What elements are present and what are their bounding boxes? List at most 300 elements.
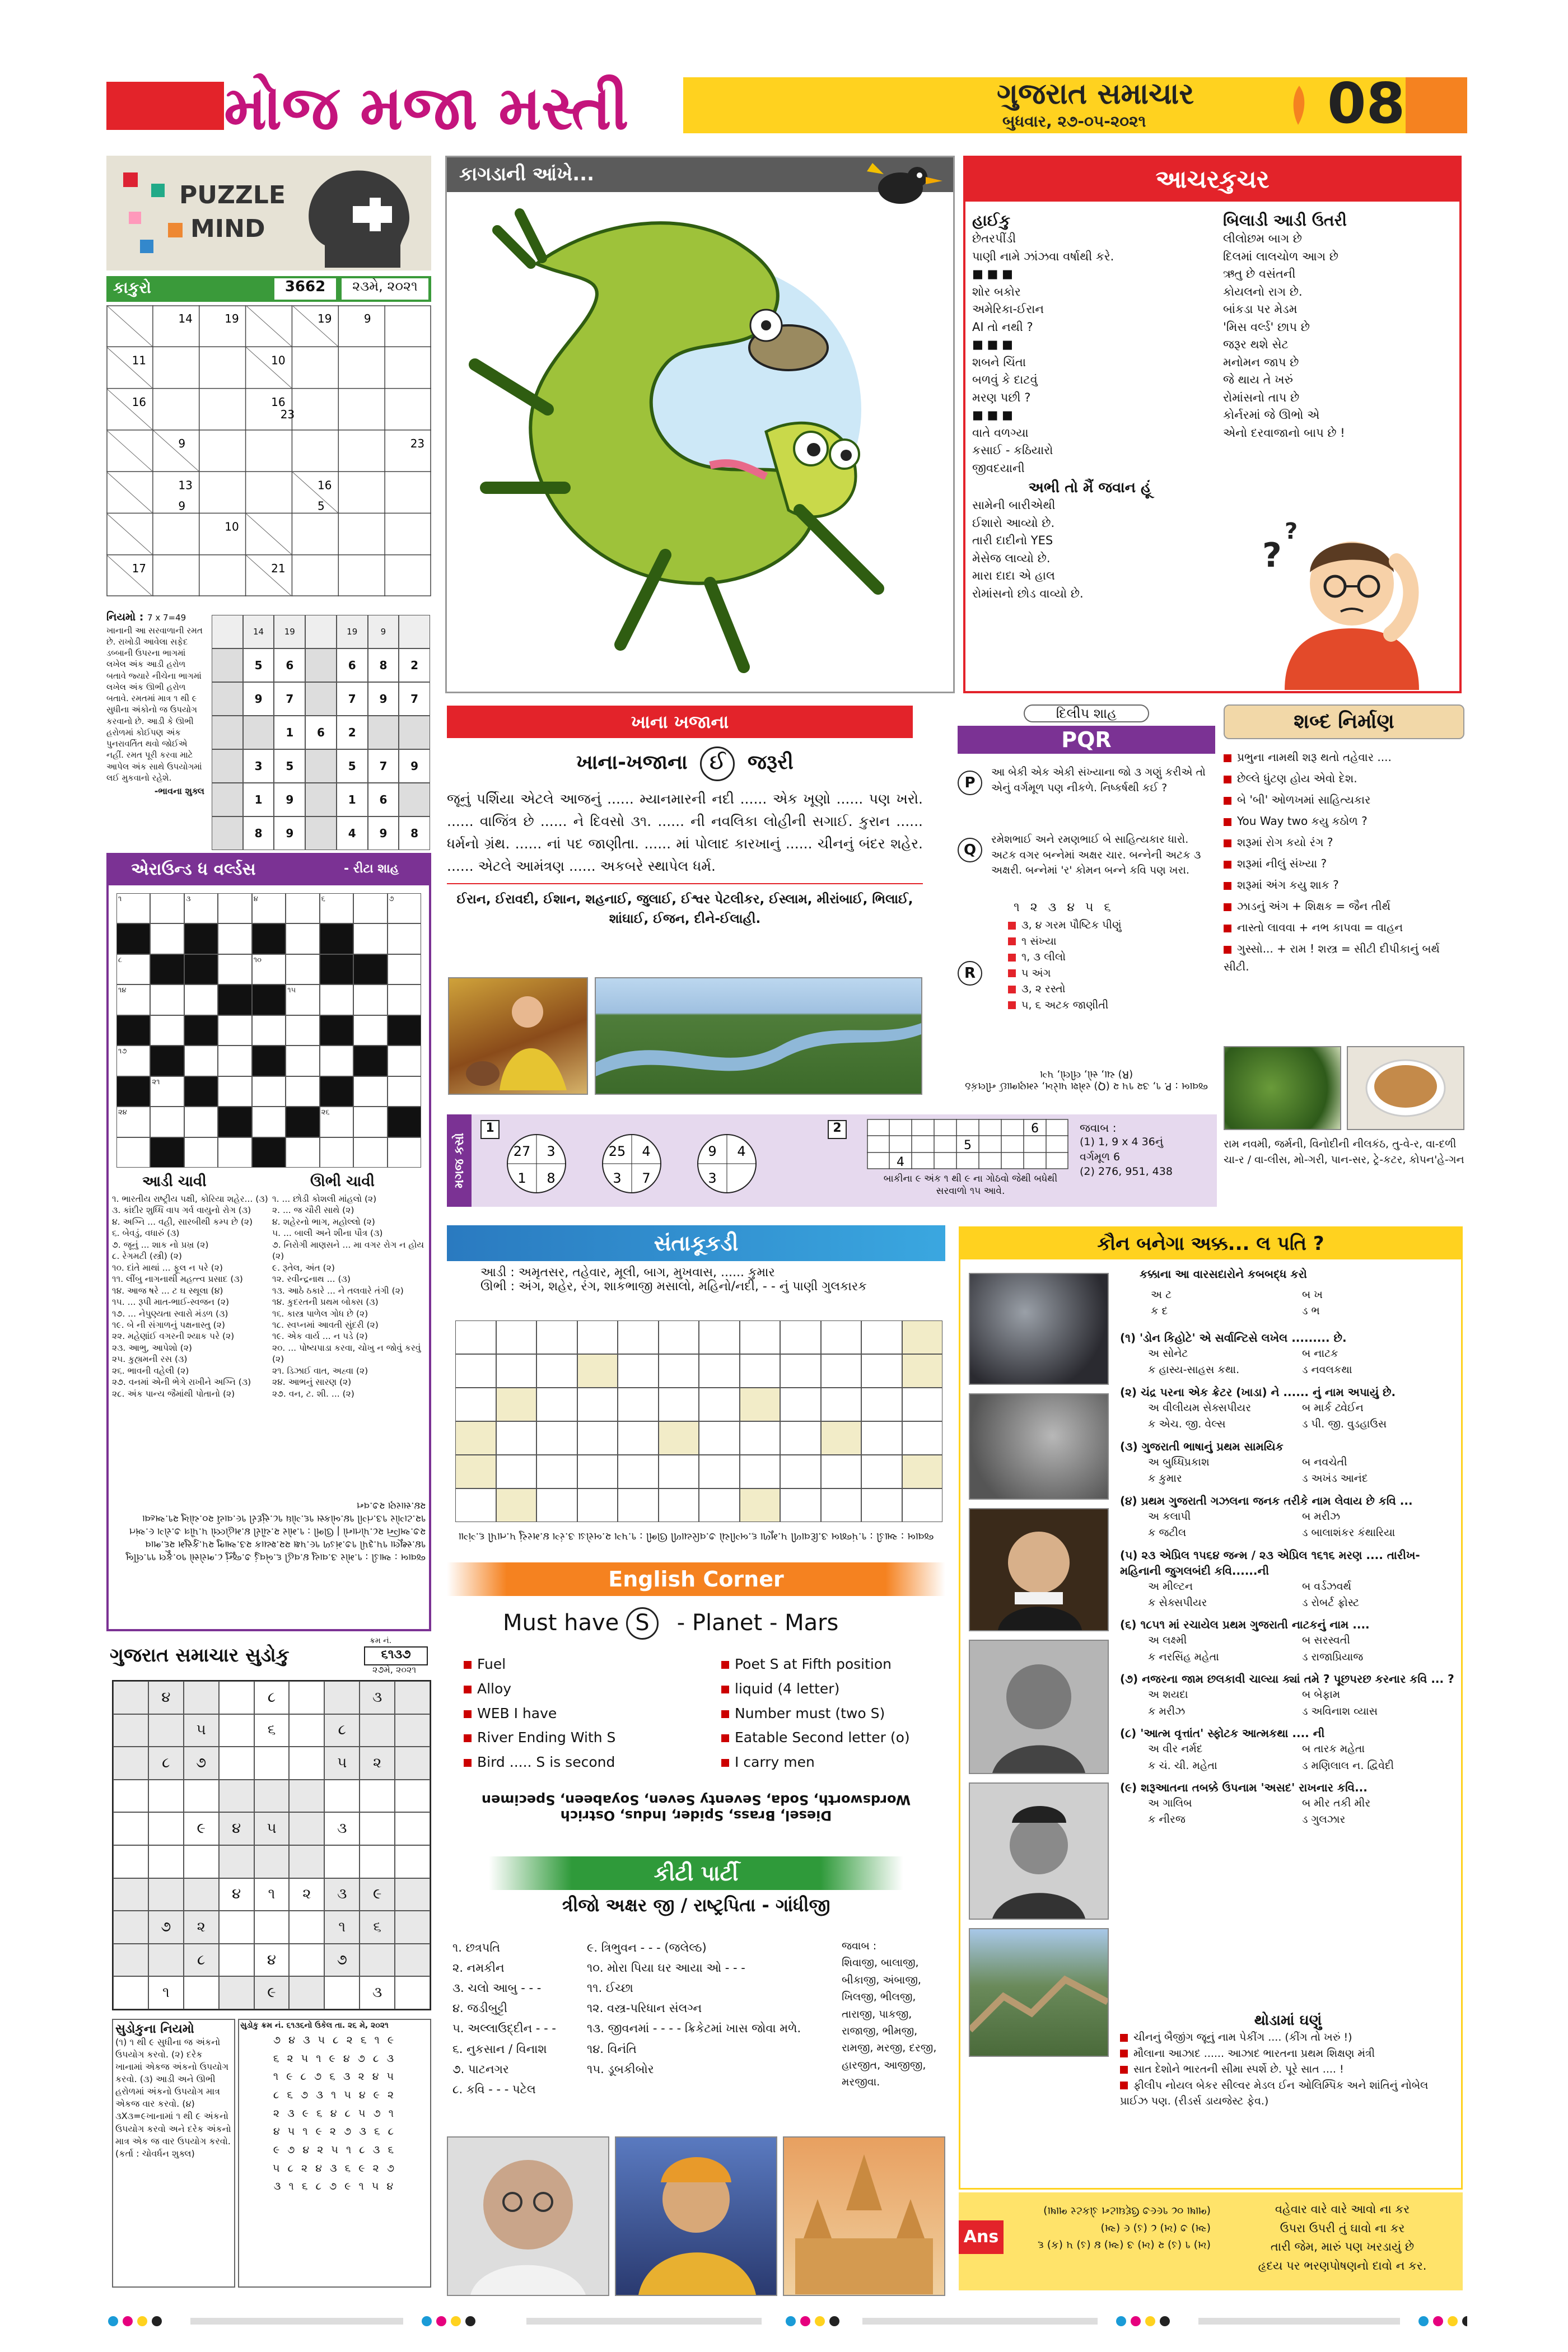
santakukdi-cell[interactable] — [740, 1320, 781, 1354]
acharkuchar-panel — [963, 156, 1462, 693]
santakukdi-cell[interactable] — [902, 1421, 943, 1455]
crossword-cell[interactable] — [184, 1137, 218, 1168]
kakuro-answer-cell: 2 — [337, 716, 368, 749]
khana-heading-letter: ઈ — [700, 746, 735, 781]
sudoku-cell[interactable]: ૧ — [324, 1911, 360, 1944]
sudoku-cell[interactable] — [219, 1976, 254, 2009]
santakukdi-cell[interactable] — [577, 1320, 618, 1354]
santakukdi-cell[interactable] — [780, 1388, 821, 1421]
santakukdi-cell[interactable] — [902, 1455, 943, 1488]
sudoku-cell[interactable] — [148, 1780, 184, 1813]
sudoku-cell[interactable] — [324, 1780, 360, 1813]
sudoku-cell[interactable]: ૮ — [148, 1747, 184, 1780]
sudoku-rules-text: (૧) ૧ થી ૯ સુધીના જ અંકનો ઉપયોગ કરવો. (૨) દરેક ખાનામાં એકજ અંકનો ઉપયોગ કરવો. (૩) આડી અને ઊભી હરોળમાં અંકનો ઉપયોગ માત્ર એકજ વાર કરવો. (૪) ૩X૩=૯ખાનામાં ૧ થી ૯ અંકનો ઉપયોગ કરવો અને દરેક અંકનો માત્ર એક જ વાર ઉપયોગ કરવો. (કર્તા : ચોવર્ધન શુક્લ) — [115, 2037, 231, 2159]
crossword-cell[interactable] — [353, 1107, 387, 1137]
crossword-cell[interactable] — [150, 1015, 184, 1046]
santakukdi-cell[interactable] — [861, 1320, 902, 1354]
kbc-intro-options — [1151, 1287, 1453, 1320]
santakukdi-cell[interactable] — [699, 1488, 740, 1522]
kakuro-answer-cell — [212, 648, 243, 682]
crossword-cell[interactable] — [184, 1046, 218, 1076]
crossword-cell[interactable] — [286, 893, 319, 923]
santakukdi-cell[interactable] — [577, 1421, 618, 1455]
santakukdi-cell[interactable] — [536, 1488, 577, 1522]
sudoku-cell[interactable]: ૫ — [184, 1714, 219, 1747]
sudoku-cell[interactable] — [113, 1976, 148, 2009]
crossword-cell[interactable]: ૨૬ — [320, 1107, 353, 1137]
sudoku-cell[interactable]: ૨ — [289, 1878, 324, 1911]
svg-text:?: ? — [1262, 536, 1282, 575]
sudoku-cell[interactable]: ૮ — [324, 1714, 360, 1747]
crossword-cell[interactable] — [353, 984, 387, 1015]
santakukdi-cell[interactable] — [618, 1388, 659, 1421]
santakukdi-cell[interactable] — [455, 1488, 496, 1522]
kbc-option-row — [1148, 1400, 1456, 1416]
santakukdi-cell[interactable] — [821, 1320, 862, 1354]
sudoku-answer-title: સુડોકુ ક્રમ નં. ૬૧૩૬નો ઉકેલ તા. ૨૬ મે, ૨૦૨૧ — [240, 2021, 389, 2030]
crossword-cell[interactable] — [353, 1137, 387, 1168]
sudoku-cell[interactable]: ૮ — [184, 1944, 219, 1977]
sudoku-cell[interactable] — [395, 1845, 430, 1878]
santakukdi-cell[interactable] — [740, 1354, 781, 1388]
sudoku-cell[interactable] — [324, 1681, 360, 1714]
sudoku-cell[interactable] — [184, 1780, 219, 1813]
sudoku-cell[interactable] — [324, 1976, 360, 2009]
sudoku-cell[interactable] — [113, 1878, 148, 1911]
crossword-cell[interactable] — [388, 984, 421, 1015]
crossword-cell[interactable] — [320, 984, 353, 1015]
kbc-option-row — [1148, 1579, 1456, 1595]
kbc-option: ક કુમાર — [1148, 1472, 1182, 1485]
crossword-cell[interactable] — [184, 1107, 218, 1137]
crossword-black-cell — [184, 954, 218, 984]
santakukdi-cell[interactable] — [861, 1421, 902, 1455]
santakukdi-cell[interactable] — [861, 1455, 902, 1488]
santakukdi-cell[interactable] — [659, 1388, 699, 1421]
sudoku-cell[interactable]: ૯ — [254, 1976, 290, 2009]
puzzle1-value: 8 — [547, 1170, 556, 1186]
crossword-cell[interactable]: ૩ — [184, 893, 218, 923]
santakukdi-cell[interactable] — [455, 1421, 496, 1455]
crossword-cell[interactable] — [353, 1015, 387, 1046]
r-clue — [1008, 997, 1210, 1014]
santakukdi-cell[interactable] — [455, 1320, 496, 1354]
crossword-cell[interactable] — [218, 954, 251, 984]
sudoku-header — [106, 1636, 431, 1676]
poem-line: કોર્નરમાં જે ઊભો એ — [1223, 408, 1320, 422]
crossword-cell[interactable]: ૧૭ — [116, 1046, 150, 1076]
sudoku-cell[interactable]: ૭ — [184, 1747, 219, 1780]
santakukdi-cell[interactable] — [659, 1421, 699, 1455]
sudoku-cell[interactable] — [289, 1681, 324, 1714]
sudoku-cell[interactable] — [148, 1944, 184, 1977]
crossword-cell[interactable] — [218, 893, 251, 923]
kbc-option-row — [1151, 1303, 1453, 1319]
puzzle1-value: 9 — [708, 1144, 717, 1159]
mind-puzzle-side-label — [447, 1114, 472, 1207]
santakukdi-cell[interactable] — [536, 1320, 577, 1354]
sudoku-cell[interactable]: ૪ — [219, 1878, 254, 1911]
santakukdi-cell[interactable] — [496, 1354, 537, 1388]
thoda-title: થોડામાં ઘણું — [1254, 2012, 1322, 2029]
sudoku-cell[interactable] — [184, 1878, 219, 1911]
santakukdi-cell[interactable] — [821, 1388, 862, 1421]
thoda-item-text: સાત દેશોને ભારતની સીમા સ્પર્શે છે. પૂરે સાત .... ! — [1133, 2063, 1344, 2075]
sudoku-cell[interactable] — [113, 1944, 148, 1977]
santakukdi-cell[interactable] — [780, 1320, 821, 1354]
crossword-cell[interactable]: ૧૫ — [286, 984, 319, 1015]
crossword-cell[interactable] — [252, 1076, 286, 1107]
kbc-option-row — [1148, 1812, 1456, 1828]
sudoku-cell[interactable] — [219, 1845, 254, 1878]
bullet-icon — [464, 1686, 472, 1693]
sudoku-cell[interactable]: ૨ — [360, 1747, 395, 1780]
santakukdi-cell[interactable] — [496, 1320, 537, 1354]
sudoku-cell[interactable] — [289, 1812, 324, 1845]
sudoku-cell[interactable]: ૭ — [324, 1944, 360, 1977]
sudoku-cell[interactable] — [254, 1911, 290, 1944]
bullet-icon — [1008, 969, 1016, 977]
sudoku-cell[interactable] — [360, 1780, 395, 1813]
kakuro-clue: 19 — [318, 312, 332, 326]
kbc-option: બ નવચેતી — [1302, 1455, 1347, 1468]
santakukdi-cell[interactable] — [618, 1488, 659, 1522]
crossword-cell[interactable] — [353, 923, 387, 954]
santakukdi-cell[interactable] — [821, 1354, 862, 1388]
crossword-cell[interactable] — [150, 893, 184, 923]
sudoku-cell[interactable] — [113, 1681, 148, 1714]
crossword-black-cell — [150, 1137, 184, 1168]
crossword-cell[interactable] — [353, 893, 387, 923]
sudoku-cell[interactable] — [219, 1681, 254, 1714]
crossword-cell[interactable] — [388, 1046, 421, 1076]
santakukdi-cell[interactable] — [536, 1421, 577, 1455]
sudoku-cell[interactable]: ૩ — [360, 1681, 395, 1714]
santakukdi-cell[interactable] — [699, 1320, 740, 1354]
sudoku-cell[interactable] — [113, 1780, 148, 1813]
sudoku-cell[interactable]: ૪ — [254, 1944, 290, 1977]
english-item-text: Alloy — [477, 1680, 512, 1697]
santakukdi-cell[interactable] — [780, 1455, 821, 1488]
sudoku-cell[interactable] — [395, 1714, 430, 1747]
crossword-black-cell — [252, 1137, 286, 1168]
santakukdi-panel — [447, 1225, 945, 1550]
sudoku-cell[interactable]: ૨ — [184, 1911, 219, 1944]
sudoku-cell[interactable] — [395, 1681, 430, 1714]
crossword-cell[interactable]: ૮ — [116, 954, 150, 984]
santakukdi-cell[interactable] — [536, 1388, 577, 1421]
santakukdi-cell[interactable] — [618, 1455, 659, 1488]
santakukdi-cell[interactable] — [455, 1354, 496, 1388]
crossword-cell[interactable]: ૨૧ — [150, 1076, 184, 1107]
crossword-cell[interactable] — [388, 923, 421, 954]
sudoku-cell[interactable]: ૬ — [254, 1714, 290, 1747]
english-item — [464, 1652, 704, 1677]
santakukdi-cell[interactable] — [740, 1455, 781, 1488]
sudoku-cell[interactable] — [254, 1845, 290, 1878]
santakukdi-cell[interactable] — [861, 1354, 902, 1388]
kbc-option-row — [1148, 1416, 1456, 1432]
santakukdi-cell[interactable] — [780, 1421, 821, 1455]
santakukdi-cell[interactable] — [861, 1488, 902, 1522]
sudoku-cell[interactable] — [148, 1878, 184, 1911]
santakukdi-cell[interactable] — [659, 1320, 699, 1354]
english-item-text: Number must (two S) — [735, 1705, 885, 1721]
sudoku-cell[interactable] — [360, 1845, 395, 1878]
crossword-cell[interactable]: ૧ — [116, 893, 150, 923]
crossword-cell[interactable] — [388, 1137, 421, 1168]
sudoku-cell[interactable] — [289, 1845, 324, 1878]
registration-dot — [1433, 2316, 1443, 2326]
santakukdi-cell[interactable] — [699, 1455, 740, 1488]
sudoku-cell[interactable] — [324, 1845, 360, 1878]
bullet-icon — [1008, 937, 1016, 945]
sudoku-cell[interactable] — [113, 1714, 148, 1747]
santakukdi-cell[interactable] — [618, 1320, 659, 1354]
sudoku-cell[interactable] — [254, 1780, 290, 1813]
sudoku-cell[interactable] — [395, 1747, 430, 1780]
sudoku-cell[interactable] — [219, 1747, 254, 1780]
sudoku-cell[interactable] — [148, 1845, 184, 1878]
poem-line: ■ ■ ■ — [972, 267, 1013, 281]
sudoku-cell[interactable] — [148, 1714, 184, 1747]
crossword-grid[interactable] — [116, 893, 421, 1168]
santakukdi-cell[interactable] — [496, 1488, 537, 1522]
sudoku-cell[interactable] — [395, 1911, 430, 1944]
crossword-cell[interactable]: ૪ — [252, 893, 286, 923]
kbc-question-block — [1120, 1384, 1456, 1433]
santakukdi-cell[interactable] — [780, 1354, 821, 1388]
sudoku-cell[interactable]: ૩ — [324, 1878, 360, 1911]
santakukdi-grid[interactable] — [455, 1320, 942, 1522]
kakuro-answer-cell — [212, 816, 243, 850]
crossword-cell[interactable] — [286, 1076, 319, 1107]
santakukdi-cell[interactable] — [902, 1388, 943, 1421]
santakukdi-cell[interactable] — [902, 1320, 943, 1354]
sudoku-cell[interactable]: ૯ — [184, 1812, 219, 1845]
shabd-item-text: ઝાડનું અંગ + શિક્ષક = જૈન તીર્થ — [1237, 899, 1390, 913]
crossword-cell[interactable] — [320, 1137, 353, 1168]
puzzle1-circles — [497, 1131, 856, 1198]
kakuro-answer-cell: 5 — [243, 648, 274, 682]
crossword-cell[interactable] — [218, 1076, 251, 1107]
crossword-cell[interactable] — [286, 954, 319, 984]
crossword-cell[interactable] — [150, 1107, 184, 1137]
pqr-panel — [958, 704, 1215, 1108]
santakukdi-cell[interactable] — [902, 1354, 943, 1388]
santakukdi-cell[interactable] — [740, 1488, 781, 1522]
crossword-black-cell — [388, 1015, 421, 1046]
across-clue: ૧૦. દાંતે માથાં ... ફૂલ ન પરે (૨) — [112, 1262, 223, 1273]
kbc-option: અ કલાપી — [1148, 1510, 1191, 1523]
crossword-cell[interactable] — [320, 1046, 353, 1076]
crossword-cell[interactable]: ૧૦ — [252, 954, 286, 984]
santakukdi-cell[interactable] — [821, 1421, 862, 1455]
santakukdi-cell[interactable] — [699, 1421, 740, 1455]
across-clue: ૧૯. બે ની સંગાળનું પક્ષનાસ્તુ (૨) — [112, 1319, 225, 1330]
poem-line: તારી દાદીનો YES — [972, 534, 1053, 547]
sudoku-cell[interactable] — [395, 1976, 430, 2009]
santakukdi-cell[interactable] — [496, 1388, 537, 1421]
crossword-cell[interactable] — [150, 923, 184, 954]
sudoku-cell[interactable] — [184, 1845, 219, 1878]
crossword-cell[interactable] — [286, 923, 319, 954]
sudoku-cell[interactable] — [395, 1944, 430, 1977]
sudoku-cell[interactable]: ૭ — [148, 1911, 184, 1944]
crossword-cell[interactable] — [388, 954, 421, 984]
kbc-option-row — [1148, 1687, 1456, 1703]
crossword-cell[interactable] — [218, 1137, 251, 1168]
sudoku-grid[interactable] — [112, 1680, 431, 2010]
santakukdi-cell[interactable] — [659, 1455, 699, 1488]
sudoku-cell[interactable] — [254, 1747, 290, 1780]
santakukdi-cell[interactable] — [577, 1388, 618, 1421]
thoda-item — [1120, 2046, 1456, 2062]
sudoku-cell[interactable] — [395, 1878, 430, 1911]
santakukdi-cell[interactable] — [618, 1421, 659, 1455]
kakuro-clue: 16 — [132, 395, 147, 409]
santakukdi-cell[interactable] — [780, 1488, 821, 1522]
sudoku-cell[interactable] — [289, 1780, 324, 1813]
shabd-item — [1224, 812, 1464, 830]
crossword-cell[interactable] — [286, 1015, 319, 1046]
santakukdi-cell[interactable] — [699, 1388, 740, 1421]
puzzle1-value: 3 — [708, 1170, 717, 1186]
santakukdi-cell[interactable] — [821, 1455, 862, 1488]
crossword-cell[interactable] — [184, 984, 218, 1015]
sudoku-cell[interactable] — [289, 1747, 324, 1780]
kakuro-answer-cell — [305, 783, 337, 816]
sudoku-title: ગુજરાત સમાચાર સુડોકુ — [110, 1644, 290, 1667]
santakukdi-cell[interactable] — [659, 1354, 699, 1388]
sudoku-cell[interactable] — [184, 1681, 219, 1714]
sudoku-cell[interactable] — [219, 1911, 254, 1944]
santakukdi-cell[interactable] — [902, 1488, 943, 1522]
kbc-option-row — [1148, 1509, 1456, 1525]
crossword-cell[interactable]: ૬ — [320, 893, 353, 923]
shakespeare-portrait-image — [969, 1508, 1109, 1631]
kbc-answer-line: (ખ) ૧ (ડ) ૨ (ખ) ૩ (અ) ૪ (ડ) ૫ (ક) ૬ — [1038, 2239, 1211, 2252]
crossword-cell[interactable] — [218, 1046, 251, 1076]
santakukdi-cell[interactable] — [740, 1388, 781, 1421]
puzzle1-value: 7 — [642, 1170, 651, 1186]
crossword-cell[interactable] — [388, 1076, 421, 1107]
crossword-cell[interactable] — [353, 1076, 387, 1107]
santakukdi-cell[interactable] — [496, 1455, 537, 1488]
santakukdi-cell[interactable] — [455, 1388, 496, 1421]
kakuro-answer-cell: 14 — [243, 615, 274, 648]
crossword-cell[interactable] — [252, 1015, 286, 1046]
kbc-options — [1120, 1795, 1456, 1828]
santakukdi-cell[interactable] — [659, 1488, 699, 1522]
crossword-cell[interactable]: ૧૪ — [116, 984, 150, 1015]
crossword-cell[interactable]: ૭ — [388, 893, 421, 923]
sudoku-cell[interactable] — [219, 1714, 254, 1747]
sudoku-cell[interactable]: ૩ — [360, 1976, 395, 2009]
sudoku-cell[interactable] — [219, 1780, 254, 1813]
sudoku-cell[interactable]: ૪ — [148, 1681, 184, 1714]
crossword-cell[interactable] — [218, 1015, 251, 1046]
kakuro-answer-cell: 1 — [274, 716, 305, 749]
sudoku-cell[interactable] — [148, 1812, 184, 1845]
sudoku-cell[interactable]: ૮ — [254, 1681, 290, 1714]
santakukdi-cell[interactable] — [577, 1455, 618, 1488]
sudoku-cell[interactable] — [113, 1911, 148, 1944]
r-clue-text: ૧ સંખ્યા — [1021, 935, 1057, 948]
crossword-cell[interactable] — [150, 984, 184, 1015]
santakukdi-cell[interactable] — [455, 1455, 496, 1488]
crossword-cell[interactable]: ૨૪ — [116, 1107, 150, 1137]
crossword-cell[interactable] — [116, 1137, 150, 1168]
santakukdi-cell[interactable] — [577, 1354, 618, 1388]
crossword-cell[interactable] — [286, 1046, 319, 1076]
santakukdi-cell[interactable] — [536, 1354, 577, 1388]
sudoku-cell[interactable] — [289, 1976, 324, 2009]
sudoku-cell[interactable]: ૫ — [254, 1812, 290, 1845]
sudoku-cell[interactable] — [113, 1812, 148, 1845]
sudoku-cell[interactable] — [289, 1911, 324, 1944]
sudoku-cell[interactable] — [360, 1714, 395, 1747]
santakukdi-cell[interactable] — [536, 1455, 577, 1488]
santakukdi-cell[interactable] — [861, 1388, 902, 1421]
crossword-cell[interactable] — [286, 1137, 319, 1168]
sudoku-cell[interactable] — [184, 1976, 219, 2009]
sudoku-cell[interactable] — [395, 1812, 430, 1845]
bullet-icon — [1224, 776, 1231, 783]
kbc-answer-lines — [1009, 2202, 1211, 2253]
tea-cup-image — [1347, 1046, 1464, 1130]
sudoku-cell[interactable] — [395, 1780, 430, 1813]
puzzle1-value: 4 — [737, 1144, 746, 1159]
kakuro-clue: 13 — [178, 478, 193, 492]
thoda-block — [1120, 2012, 1456, 2110]
shabd-item-text: શરૂમાં નીલું સંખ્યા ? — [1237, 857, 1327, 870]
santakukdi-cell[interactable] — [496, 1421, 537, 1455]
sudoku-cell[interactable] — [360, 1944, 395, 1977]
sudoku-cell[interactable] — [289, 1944, 324, 1977]
santakukdi-cell[interactable] — [618, 1354, 659, 1388]
kbc-questions — [1120, 1330, 1456, 1834]
santakukdi-cell[interactable] — [577, 1488, 618, 1522]
sudoku-cell[interactable]: ૩ — [324, 1812, 360, 1845]
bullet-icon — [1008, 986, 1016, 993]
sudoku-cell[interactable] — [113, 1845, 148, 1878]
santakukdi-cell[interactable] — [699, 1354, 740, 1388]
kakuro-grid[interactable] — [106, 305, 431, 596]
kakuro-clue: 23 — [410, 437, 425, 451]
santakukdi-across: આડી : અમૃતસર, તહેવાર, મૂલી, બાગ, મુખવાસ, ...... કુમાર — [480, 1266, 775, 1280]
sudoku-cell[interactable]: ૧ — [254, 1878, 290, 1911]
sudoku-cell[interactable] — [360, 1812, 395, 1845]
sudoku-cell[interactable]: ૧ — [148, 1976, 184, 2009]
crossword-cell[interactable] — [252, 1107, 286, 1137]
sudoku-cell[interactable] — [289, 1714, 324, 1747]
sudoku-cell[interactable] — [219, 1944, 254, 1977]
sudoku-cell[interactable]: ૪ — [219, 1812, 254, 1845]
sudoku-cell[interactable]: ૬ — [360, 1911, 395, 1944]
crossword-cell[interactable] — [218, 923, 251, 954]
kbc-question-block — [1120, 1493, 1456, 1542]
santakukdi-cell[interactable] — [740, 1421, 781, 1455]
sudoku-cell[interactable] — [113, 1747, 148, 1780]
sudoku-cell[interactable]: ૯ — [360, 1878, 395, 1911]
kbc-question-block — [1120, 1725, 1456, 1774]
shabd-item-text: બે 'બી' ઓળખમાં સાહિત્યકાર — [1237, 793, 1371, 806]
sudoku-cell[interactable]: ૫ — [324, 1747, 360, 1780]
masthead-red-block — [106, 82, 224, 130]
santakukdi-cell[interactable] — [821, 1488, 862, 1522]
across-clue: ૧૭. ... નેપુણ્યતા સ્વારો મંડળ (૩) — [112, 1308, 228, 1319]
